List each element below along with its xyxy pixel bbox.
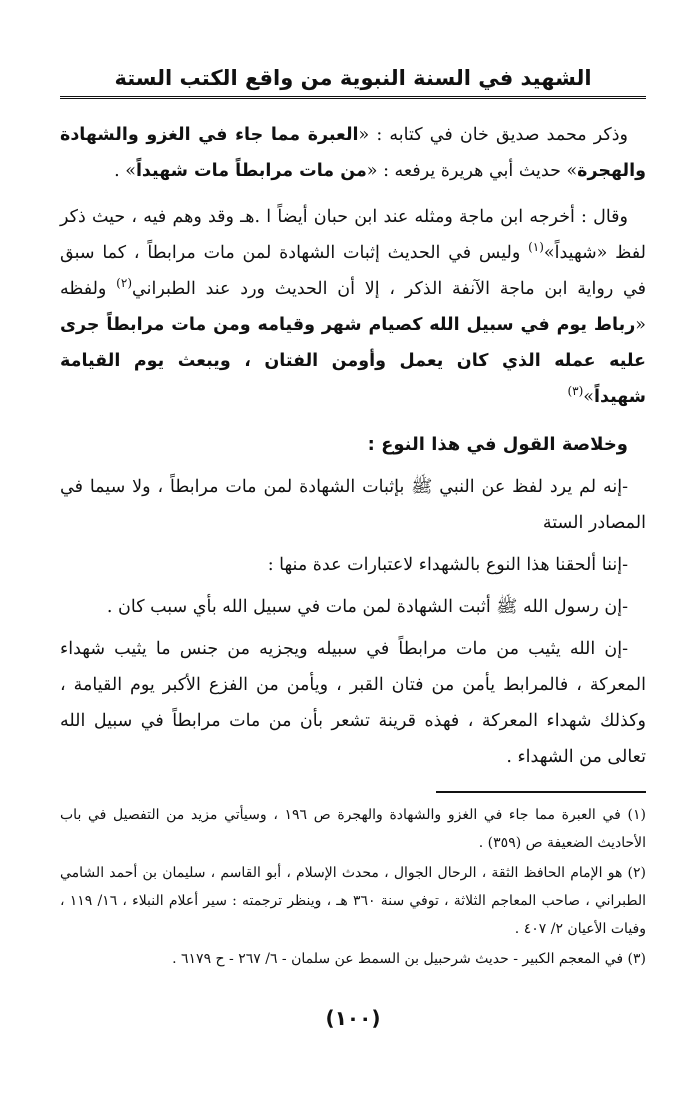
paragraph-2 xyxy=(60,199,646,415)
footnote-ref-2[interactable]: (٢) xyxy=(116,276,132,291)
p2-text-a: وقال : أخرجه ابن ماجة ومثله عند ابن حبان أيضاً ا .هـ وقد وهم فيه ، حيث ذكر لفظ «شهيداً» xyxy=(60,207,646,263)
footnote-ref-1[interactable]: (١) xyxy=(528,240,544,255)
footnote-1: (١) في العبرة مما جاء في الغزو والشهادة والهجرة ص ١٩٦ ، وسيأتي مزيد من التفصيل في باب الأحاديث الضعيفة ص (٣٥٩) . xyxy=(60,807,646,851)
running-header xyxy=(60,60,646,99)
paragraph-1 xyxy=(60,117,646,189)
bullet-2: -إننا ألحقنا هذا النوع بالشهداء لاعتبارات عدة منها : xyxy=(267,555,628,575)
footnote-divider xyxy=(436,791,646,793)
p1-hadith-quote: من مات مرابطاً مات شهيداً xyxy=(135,161,367,181)
p2-text-e: » xyxy=(583,387,594,407)
main-text xyxy=(60,117,646,775)
p1-book-title: العبرة مما جاء في الغزو والشهادة والهجرة xyxy=(60,125,646,181)
bullet-4: -إن الله يثيب من مات مرابطاً في سبيله ويجزيه من جنس ما يثيب شهداء المعركة ، فالمرابط يأمن من فتان القبر ، ويأمن من الفزع الأكبر يوم القيامة ، وكذلك شهداء المعركة ، فهذه قرينة تشعر بأن من مات مرابطاً في سبيل الله تعالى من الشهداء . xyxy=(60,639,646,767)
p1-text-c: » حديث أبي هريرة يرفعه : « xyxy=(366,161,578,181)
header-title: الشهيد في السنة النبوية من واقع الكتب الستة xyxy=(114,66,592,90)
footnote-3: (٣) في المعجم الكبير - حديث شرحبيل بن السمط عن سلمان - ٦/ ٢٦٧ - ح ٦١٧٩ . xyxy=(172,951,646,967)
p1-text-e: » . xyxy=(114,161,136,181)
section-heading: وخلاصة القول في هذا النوع : xyxy=(367,434,628,455)
bullet-3: -إن رسول الله ﷺ أثبت الشهادة لمن مات في سبيل الله بأي سبب كان . xyxy=(106,597,628,617)
p2-hadith-quote: رباط يوم في سبيل الله كصيام شهر وقيامه ومن مات مرابطاً جرى عليه عمله الذي كان يعمل وأومن الفتان ، ويبعث يوم القيامة شهيداً xyxy=(60,315,646,407)
book-page xyxy=(60,60,646,1050)
p2-text-c: ولفظه « xyxy=(60,279,646,335)
p1-text-a: وذكر محمد صديق خان في كتابه : « xyxy=(358,125,628,145)
bullet-1: -إنه لم يرد لفظ عن النبي ﷺ بإثبات الشهادة لمن مات مرابطاً ، ولا سيما في المصادر الستة xyxy=(60,477,646,533)
footnote-ref-3[interactable]: (٣) xyxy=(567,384,584,399)
p2-text-b: وليس في الحديث إثبات الشهادة لمن مات مرابطاً ، كما سبق في رواية ابن ماجة الآنفة الذكر ، إلا أن الحديث ورد عند الطبراني xyxy=(60,243,647,299)
footnote-2: (٢) هو الإمام الحافظ الثقة ، الرحال الجوال ، محدث الإسلام ، أبو القاسم ، سليمان بن أحمد الشامي الطبراني ، صاحب المعاجم الثلاثة ، توفي سنة ٣٦٠ هـ ، وينظر ترجمته : سير أعلام النبلاء ، ١٦/ ١١٩ ، وفيات الأعيان ٢/ ٤٠٧ . xyxy=(60,865,646,937)
footnotes xyxy=(60,801,646,973)
page-number: (١٠٠) xyxy=(325,1006,381,1030)
